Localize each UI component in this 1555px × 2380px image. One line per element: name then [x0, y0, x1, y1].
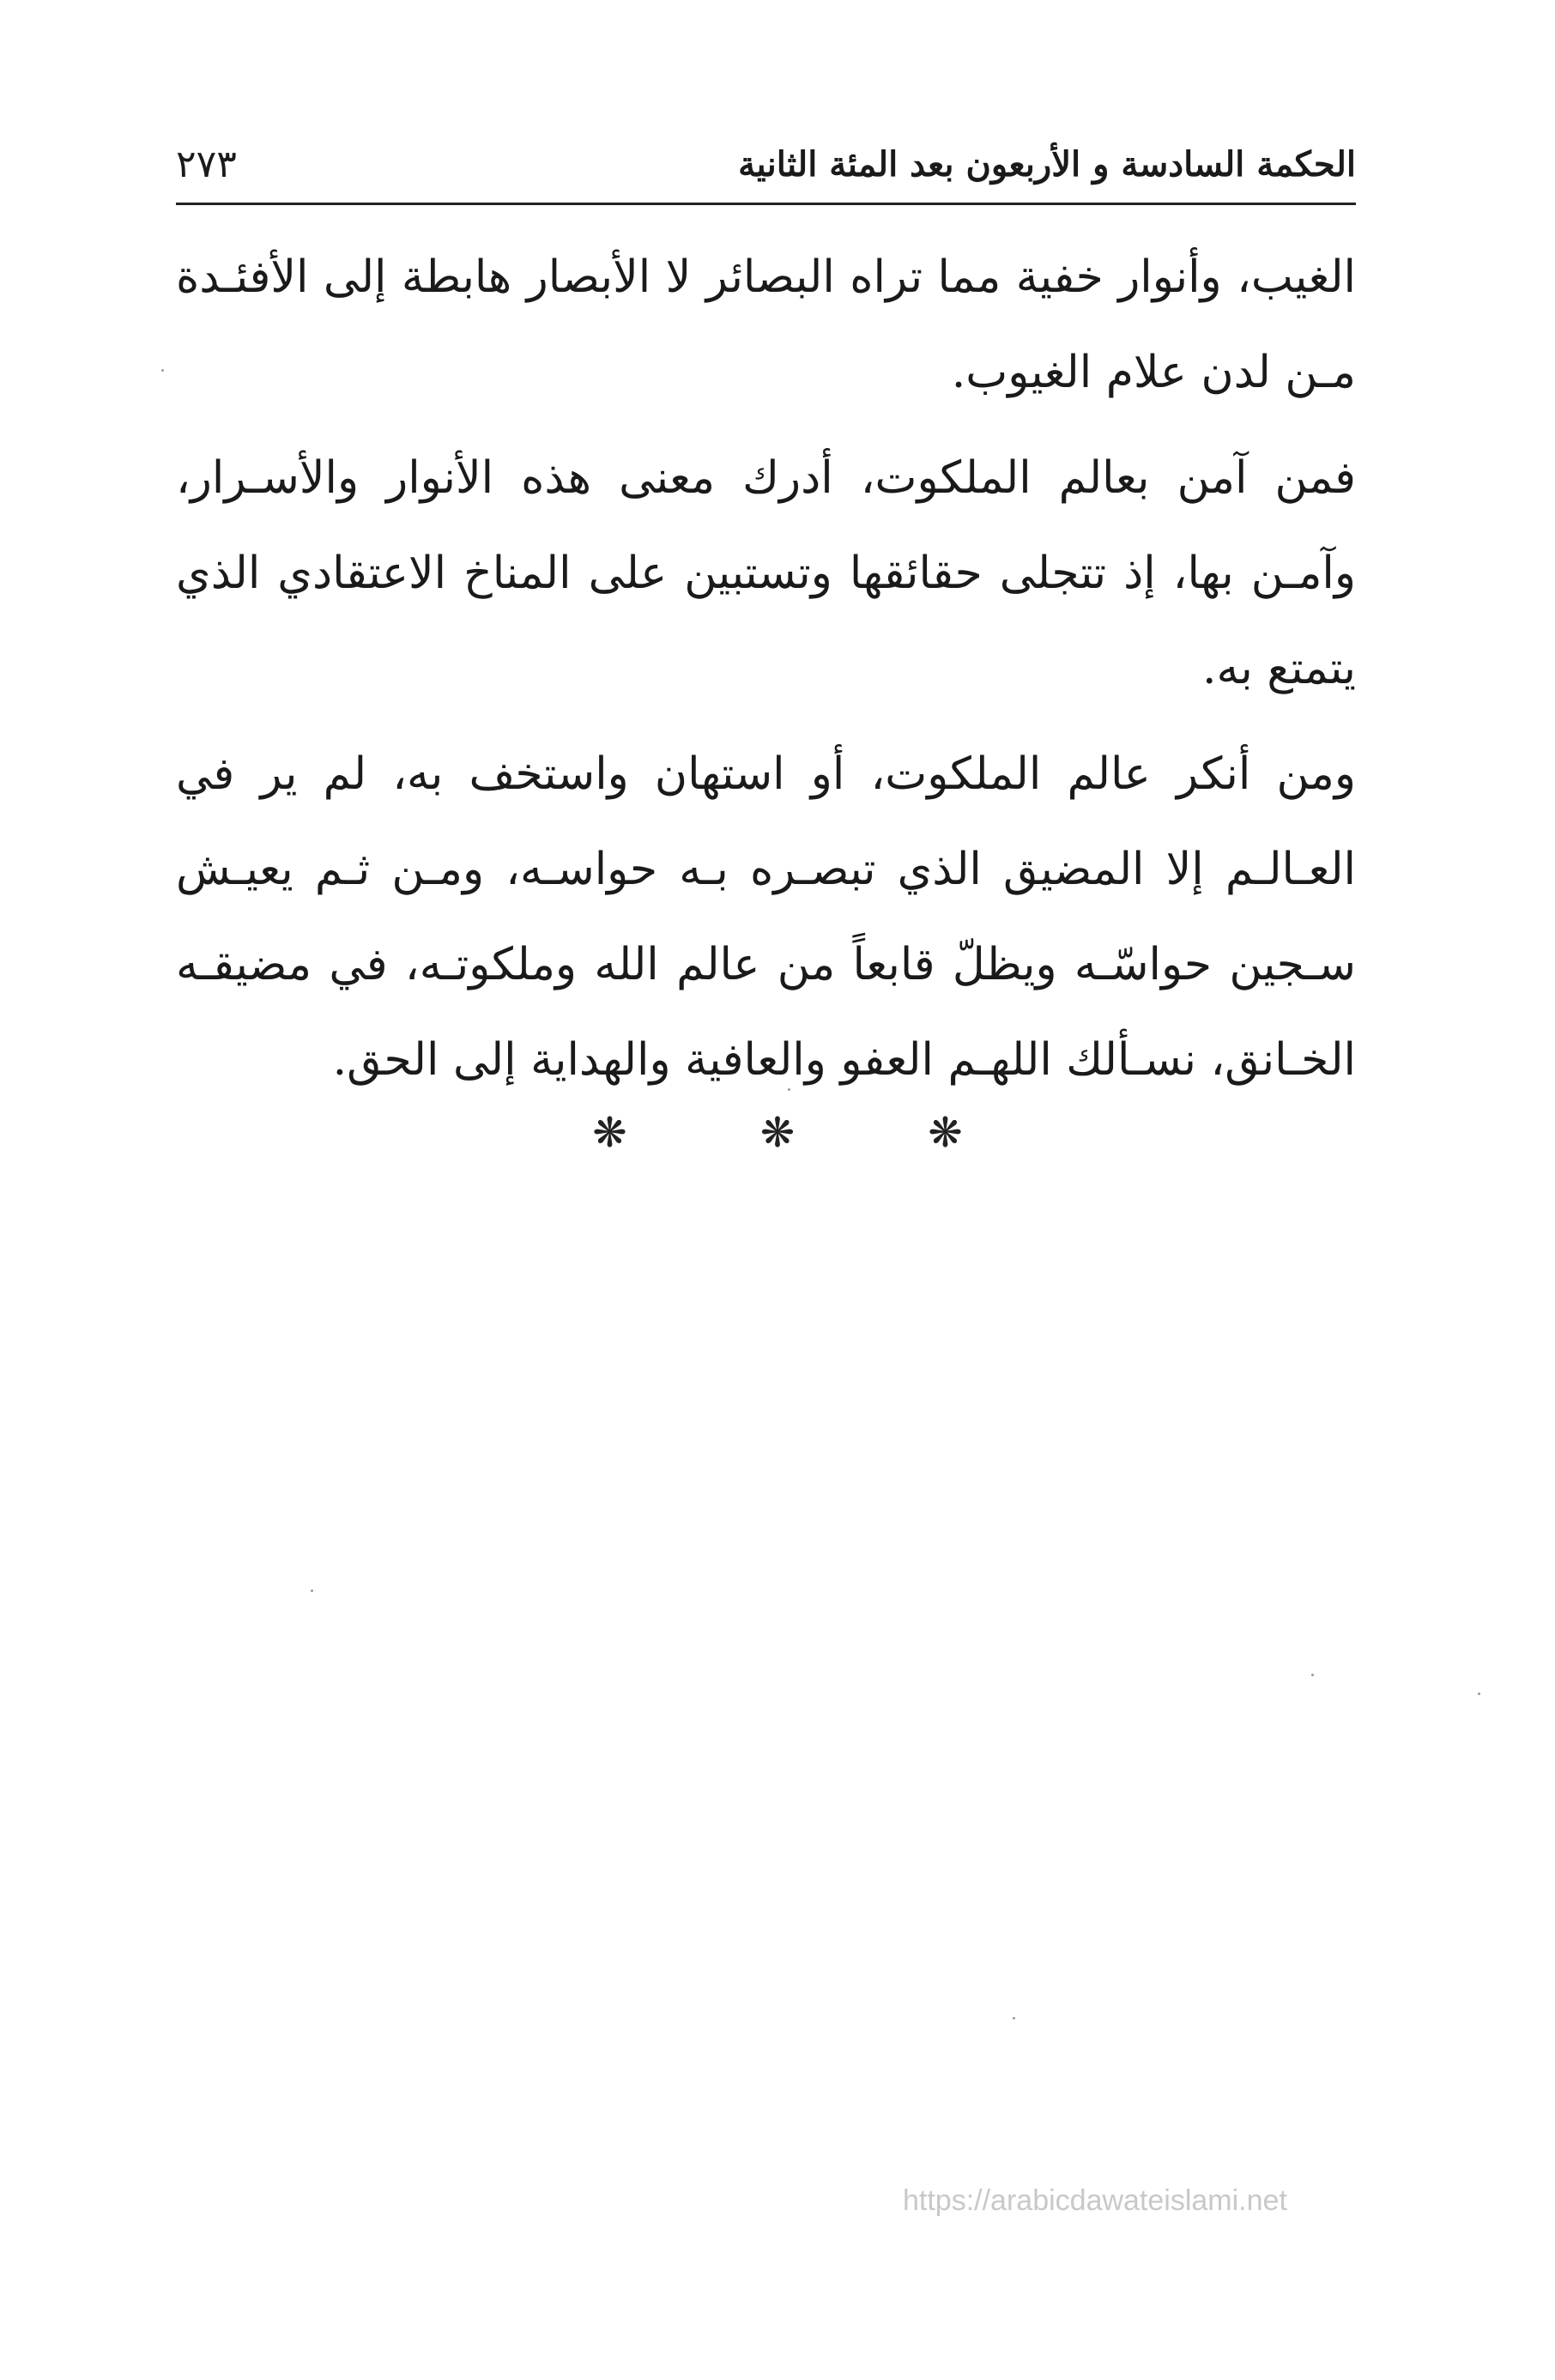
- paragraph-1: الغيب، وأنوار خفية مما تراه البصائر لا الأبصار هابطة إلى الأفئـدة مـن لدن علام الغيوب.: [176, 251, 1356, 398]
- chapter-title: الحكمة السادسة و الأربعون بعد المئة الثانية: [738, 144, 1356, 185]
- scan-speck: [311, 1590, 313, 1592]
- paragraph-3: ومن أنكر عالم الملكوت، أو استهان واستخف به، لم ير في العـالـم إلا المضيق الذي تبصـره بـه حواسـه، ومـن ثـم يعيـش سـجين حواسّـه ويظلّ قابعاً من عالم الله وملكوتـه، في مضيقـه الخـانق، نسـألك اللهـم العفو والعافية والهداية إلى الحق.: [176, 748, 1356, 1086]
- scan-speck: [1013, 2017, 1015, 2020]
- scan-speck: [788, 1088, 790, 1091]
- separator-star-icon: ❋: [592, 1109, 627, 1157]
- scan-speck: [161, 369, 164, 372]
- separator-star-icon: ❋: [759, 1109, 796, 1157]
- body-text: [176, 230, 1356, 1108]
- running-header: [176, 130, 1356, 199]
- section-separator: [0, 1107, 1555, 1159]
- scan-speck: [1311, 1674, 1314, 1676]
- separator-star-icon: ❋: [928, 1109, 963, 1157]
- paragraph-2: فمن آمن بعالم الملكوت، أدرك معنى هذه الأنوار والأسـرار، وآمـن بها، إذ تتجلى حقائقها وتستبين على المناخ الاعتقادي الذي يتمتع به.: [176, 452, 1356, 694]
- watermark-url: https://arabicdawateislami.net: [903, 2184, 1287, 2217]
- scan-speck: [1478, 1693, 1480, 1695]
- header-divider: [176, 203, 1356, 205]
- page-number: ٢٧٣: [176, 142, 237, 186]
